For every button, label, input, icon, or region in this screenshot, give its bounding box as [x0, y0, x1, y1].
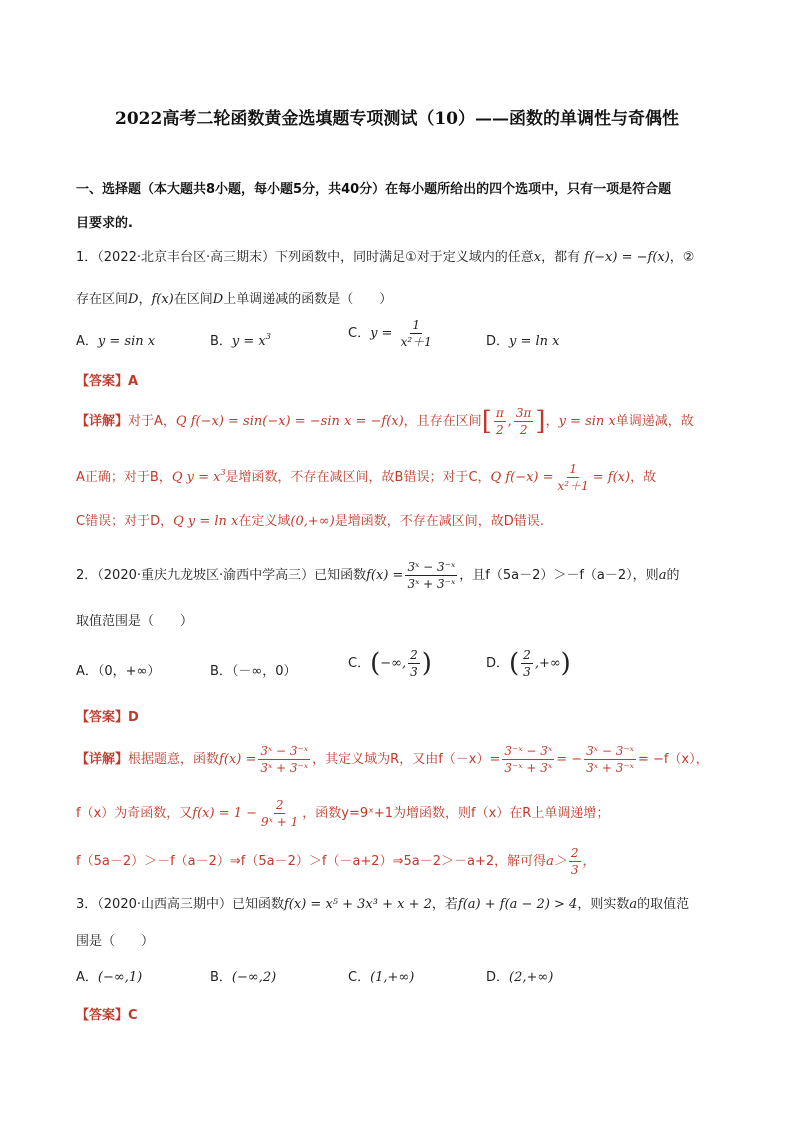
detail-text: 单调递减，故 — [615, 414, 694, 429]
bracket-right: ] — [535, 406, 546, 437]
q3-fx: f(x) = x⁵ + 3x³ + x + 2 — [284, 897, 432, 912]
option-b-math: (−∞,2) — [231, 970, 277, 985]
option-a-math: (−∞,1) — [97, 970, 143, 985]
q3-stem-line1 — [76, 893, 689, 912]
q3-stem-text: 的取值范 — [637, 897, 690, 912]
detail-label: 【详解】 — [76, 414, 129, 429]
option-b-label: B． — [210, 970, 232, 985]
detail-text: C错误；对于D， — [76, 514, 174, 529]
interval-fraction-start — [494, 406, 506, 437]
q2-stem-text: 的 — [666, 568, 680, 583]
fraction-denominator: 3ˣ + 3⁻ˣ — [260, 761, 309, 775]
option-c-math: −∞, — [380, 656, 407, 671]
q3-option-d[interactable] — [486, 966, 553, 985]
q1-var-D: D — [128, 292, 139, 307]
q2-answer: 【答案】D — [76, 710, 139, 725]
q2-stem-line2: 取值范围是（ ） — [76, 614, 194, 629]
detail-text: ，且存在区间 — [403, 414, 482, 429]
fraction-denominator: 3 — [570, 863, 579, 877]
fraction-numerator: 3ˣ − 3⁻ˣ — [407, 560, 456, 574]
option-b-math: y = x — [231, 334, 266, 349]
q1-answer: 【答案】A — [76, 374, 139, 389]
fraction-denominator: x²＋1 — [400, 335, 432, 349]
q2-stem-text: ，且 — [459, 568, 486, 583]
detail-text: 在定义域 — [238, 514, 291, 529]
q2-stem-text: 2．（2020·重庆九龙坡区·渝西中学高三）已知函数 — [76, 568, 367, 583]
q3-option-a[interactable] — [76, 966, 142, 985]
detail-math: a＞ — [546, 854, 567, 869]
q2-option-d[interactable] — [486, 648, 571, 679]
detail-text: A正确；对于B， — [76, 470, 172, 485]
paren-right: ) — [560, 648, 571, 679]
option-c-fraction — [399, 318, 434, 349]
page-title: 2022高考二轮函数黄金选填题专项测试（10）——函数的单调性与奇偶性 — [115, 109, 679, 129]
option-d-math: y = ln x — [509, 334, 560, 349]
detail-fraction — [259, 798, 300, 829]
option-c-math: (1,+∞) — [370, 970, 415, 985]
q3-answer: 【答案】C — [76, 1008, 138, 1023]
option-d-math: (2,+∞) — [509, 970, 554, 985]
fraction-denominator: 9ˣ + 1 — [261, 815, 299, 829]
fraction-denominator: 3⁻ˣ + 3ˣ — [504, 761, 553, 775]
q2-fraction — [405, 560, 457, 591]
q1-detail-line2 — [76, 462, 656, 493]
detail-fraction — [556, 462, 591, 493]
detail-text: f（5a－2）＞－f（a－2）⇒f（5a－2）＞f（－a+2）⇒5a－2＞－a+2，解可得 — [76, 854, 547, 869]
q2-fx: f(x) = — [366, 568, 404, 583]
fraction-denominator: 3 — [410, 665, 418, 679]
detail-text: ，函数y=9ˣ+1为增函数，则f（x）在R上单调递增； — [302, 806, 610, 821]
fraction-numerator: 3⁻ˣ − 3ˣ — [504, 744, 553, 758]
detail-math: = − — [556, 752, 583, 767]
fraction-numerator: 1 — [569, 462, 577, 476]
detail-text: 是增函数，不存在减区间，故D错误. — [334, 514, 544, 529]
detail-fraction — [584, 744, 636, 775]
detail-exponent: 3 — [220, 468, 226, 477]
detail-math: f(x) = — [219, 752, 257, 767]
q1-detail-line1: 【详解】对于A，Q f(−x) = sin(−x) = −sin x = −f(x)，且存在区间[ $\frac{\pi}{2}$ , $\frac{3\pi}{2}$ ]，y = sin x单调递减，故 — [76, 406, 694, 437]
fraction-denominator: 3ˣ + 3⁻ˣ — [586, 761, 634, 775]
detail-fraction — [502, 744, 554, 775]
option-b-exponent: 3 — [265, 332, 271, 341]
option-d-fraction — [521, 648, 533, 679]
q1-stem-line2 — [76, 288, 392, 307]
q3-stem-line2: 围是（ ） — [76, 934, 155, 949]
fraction-numerator: 2 — [570, 846, 579, 860]
q2-condition: f（5a－2）＞－f（a－2） — [485, 568, 633, 583]
q1-stem-tail: ，② — [669, 250, 695, 265]
detail-math: = f(x) — [592, 470, 631, 485]
fraction-numerator: 2 — [410, 648, 418, 662]
q3-option-c[interactable] — [348, 966, 414, 985]
q2-stem-line1 — [76, 560, 679, 591]
fraction-numerator: π — [495, 406, 504, 420]
detail-text: ， — [545, 414, 559, 429]
fraction-numerator: 1 — [412, 318, 421, 332]
q3-stem-text: ，则实数 — [577, 897, 630, 912]
paren-right: ) — [421, 648, 432, 679]
detail-math: f(x) = 1 − — [192, 806, 258, 821]
option-c-label: C． — [348, 326, 371, 341]
option-a-label: A． — [76, 334, 98, 349]
q2-var-a: a — [658, 568, 667, 583]
detail-text: f（x）为奇函数，又 — [76, 806, 193, 821]
option-a-math: y = sin x — [97, 334, 156, 349]
q2-option-a[interactable]: A．（0，+∞） — [76, 664, 161, 679]
detail-math: Q f(−x) = — [490, 470, 554, 485]
q1-stem2c: 上单调递减的函数是（ ） — [223, 292, 393, 307]
q1-option-c[interactable] — [348, 318, 436, 349]
q1-detail-line3 — [76, 510, 544, 529]
bracket-left: [ — [481, 406, 492, 437]
detail-math: y = sin x — [558, 414, 616, 429]
q2-stem-text: ，则 — [632, 568, 659, 583]
q2-option-c[interactable] — [348, 648, 432, 679]
interval-fraction-end — [514, 406, 534, 437]
detail-text: 根据题意，函数 — [128, 752, 220, 767]
detail-text: ，其定义域为R，又由 — [312, 752, 439, 767]
option-b-label: B． — [210, 334, 232, 349]
q1-stem-text: 1．（2022·北京丰台区·高三期末）下列函数中，同时满足①对于定义域内的任意 — [76, 250, 534, 265]
paren-left: ( — [370, 648, 381, 679]
q1-stem2b: 在区间 — [173, 292, 213, 307]
fraction-numerator: 3ˣ − 3⁻ˣ — [586, 744, 634, 758]
detail-text: 是增函数，不存在减区间，故B错误；对于C， — [225, 470, 491, 485]
fraction-denominator: 2 — [519, 423, 528, 437]
detail-fraction — [258, 744, 310, 775]
option-d-label: D． — [486, 656, 510, 671]
fraction-denominator: x²＋1 — [557, 479, 589, 493]
option-d-label: D． — [486, 970, 510, 985]
detail-text: ， — [582, 854, 596, 869]
q3-stem-text: ，若 — [431, 897, 458, 912]
option-d-math: ,+∞ — [534, 656, 561, 671]
option-c-label: C． — [348, 970, 371, 985]
q1-comma: ， — [138, 292, 152, 307]
q3-stem-text: 3．（2020·山西高三期中）已知函数 — [76, 897, 284, 912]
q1-odd-condition: f(−x) = −f(x) — [584, 250, 670, 265]
q1-stem2a: 存在区间 — [76, 292, 129, 307]
option-c-fraction — [408, 648, 420, 679]
detail-math: Q y = ln x — [173, 514, 239, 529]
detail-fraction — [569, 846, 581, 877]
q3-condition: f(a) + f(a − 2) > 4 — [457, 897, 578, 912]
fraction-denominator: 3ˣ + 3⁻ˣ — [407, 577, 456, 591]
section-header-line2: 目要求的. — [76, 216, 133, 231]
fraction-denominator: 2 — [495, 423, 504, 437]
q1-option-a[interactable] — [76, 330, 155, 349]
detail-label: 【详解】 — [76, 752, 129, 767]
q1-fx: f(x) — [151, 292, 174, 307]
fraction-numerator: 2 — [275, 798, 284, 812]
paren-left: ( — [509, 648, 520, 679]
fraction-numerator: 3ˣ − 3⁻ˣ — [260, 744, 309, 758]
q1-stem-text2: ，都有 — [541, 250, 581, 265]
q1-stem-line1 — [76, 246, 694, 265]
q1-option-d[interactable] — [486, 330, 560, 349]
option-c-label: C． — [348, 656, 371, 671]
option-c-lhs: y = — [370, 326, 393, 341]
detail-math: (0,+∞) — [290, 514, 335, 529]
q2-detail-line2 — [76, 798, 609, 829]
detail-math: = — [489, 752, 501, 767]
q1-var-D2: D — [212, 292, 224, 307]
section-header-line1: 一、选择题（本大题共8小题，每小题5分，共40分）在每小题所给出的四个选项中，只有一项是符合题 — [76, 182, 672, 197]
detail-text: = −f（x）， — [637, 752, 709, 767]
q2-detail-line3 — [76, 846, 596, 877]
option-a-label: A． — [76, 970, 98, 985]
detail-text: ，故 — [630, 470, 657, 485]
q1-var-x: x — [533, 250, 542, 265]
q3-var-a: a — [629, 897, 638, 912]
q2-detail-line1 — [76, 744, 709, 775]
q2-option-b[interactable]: B．（－∞，0） — [210, 664, 297, 679]
q1-option-b[interactable] — [210, 330, 271, 349]
detail-math: Q y = x — [171, 470, 221, 485]
detail-text: f（－x） — [438, 752, 490, 767]
fraction-denominator: 3 — [523, 665, 531, 679]
detail-text: 对于A， — [128, 414, 176, 429]
fraction-numerator: 2 — [523, 648, 531, 662]
fraction-numerator: 3π — [515, 406, 532, 420]
q3-option-b[interactable] — [210, 966, 276, 985]
detail-math: Q f(−x) = sin(−x) = −sin x = −f(x) — [175, 414, 404, 429]
option-d-label: D． — [486, 334, 510, 349]
